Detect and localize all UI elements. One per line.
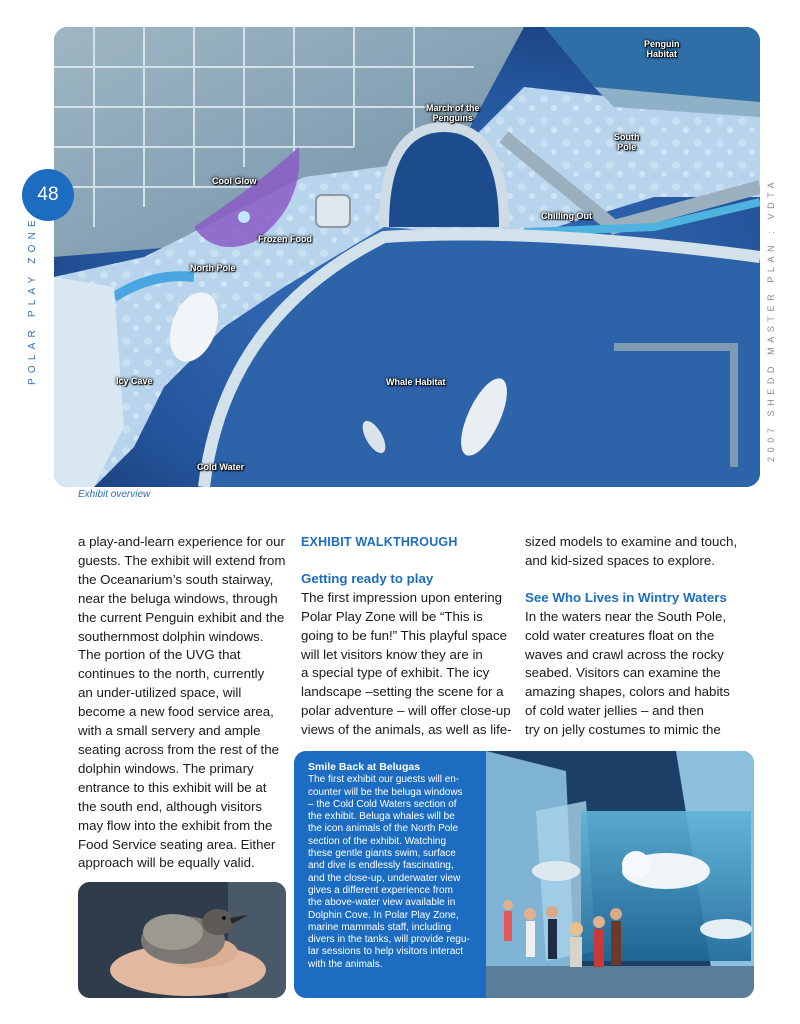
- map-label-chilling-out: Chilling Out: [541, 211, 592, 221]
- beluga-viewing-illustration: [486, 751, 754, 998]
- map-label-north-pole: North Pole: [190, 263, 236, 273]
- map-label-penguin-habitat: Penguin Habitat: [644, 39, 680, 59]
- column-2-body: The first impression upon entering Polar Play Zone will be “This is going to be fun!” This playful space will let visitors know they are in a special type of exhibit. The icy landscape –setting the scene for a polar adventure – will offer close-up views of the animals, as well as life-: [301, 589, 512, 738]
- page-number-badge: [22, 169, 74, 221]
- text-column-1: [78, 533, 288, 873]
- text-column-3: [525, 533, 740, 740]
- subheading-getting-ready: Getting ready to play: [301, 570, 434, 586]
- sidebar-body: The first exhibit our guests will en- counter will be the beluga windows – the Cold Cold Waters section of the exhibit. Beluga whales will be the icon animals of the North Pole section of the exhibit. Watching these gentle giants swim, surface and dive is endlessly fascinating, and the close-up, underwater view gives a different experience from the above-water view available in Dolphin Cove. In Polar Play Zone, marine mammals staff, including divers in the tanks, will provide regu- lar sessions to help visitors interact with the animals.: [308, 774, 470, 970]
- map-label-south-pole: South Pole: [614, 132, 640, 152]
- sidebar-title: Smile Back at Belugas: [308, 761, 421, 773]
- beluga-viewing-image: [486, 751, 754, 998]
- map-label-cold-water: Cold Water: [197, 462, 245, 472]
- sidebar-text: [308, 761, 486, 971]
- beluga-sidebar: [294, 751, 754, 998]
- map-label-whale-habitat: Whale Habitat: [386, 377, 446, 387]
- text-column-2: [301, 533, 516, 740]
- penguin-chick-illustration: [78, 882, 286, 998]
- column-3-body-2: In the waters near the South Pole, cold water creatures float on the waves and crawl across the rocky seabed. Visitors can examine the amazing shapes, colors and habits of cold water jellies – and then try on jelly costumes to mimic the: [525, 608, 730, 738]
- penguin-chick-photo: [78, 882, 286, 998]
- map-label-frozen-food: Frozen Food: [258, 234, 312, 244]
- map-label-cool-glow: Cool Glow: [212, 176, 257, 186]
- page-number: 48: [37, 184, 59, 205]
- subheading-wintry-waters: See Who Lives in Wintry Waters: [525, 589, 727, 605]
- image-caption: Exhibit overview: [78, 489, 151, 500]
- exhibit-overview-image: [54, 27, 760, 487]
- column-1-body: a play-and-learn experience for our guests. The exhibit will extend from the Oceanarium’s south stairway, near the beluga windows, through the current Penguin exhibit and the southernmost dolphin windows. The portion of the UVG that continues to the north, currently an under-utilized space, will become a new food service area, with a small servery and ample seating across from the rest of the dolphin windows. The primary entrance to this exhibit will be at the south end, although visitors may flow into the exhibit from the Food Service seating area. Either approach will be equally valid.: [78, 534, 286, 871]
- column-3-body-1: sized models to examine and touch, and kid-sized spaces to explore.: [525, 534, 738, 568]
- section-title-vertical: POLAR PLAY ZONE: [27, 215, 38, 385]
- map-label-icy-cave: Icy Cave: [116, 376, 153, 386]
- exhibit-overview-illustration: [54, 27, 760, 487]
- document-title-vertical: 2007 SHEDD MASTER PLAN : VDTA: [766, 177, 776, 462]
- map-label-march-of-the-penguins: March of the Penguins: [426, 103, 480, 123]
- section-heading-exhibit-walkthrough: EXHIBIT WALKTHROUGH: [301, 535, 458, 549]
